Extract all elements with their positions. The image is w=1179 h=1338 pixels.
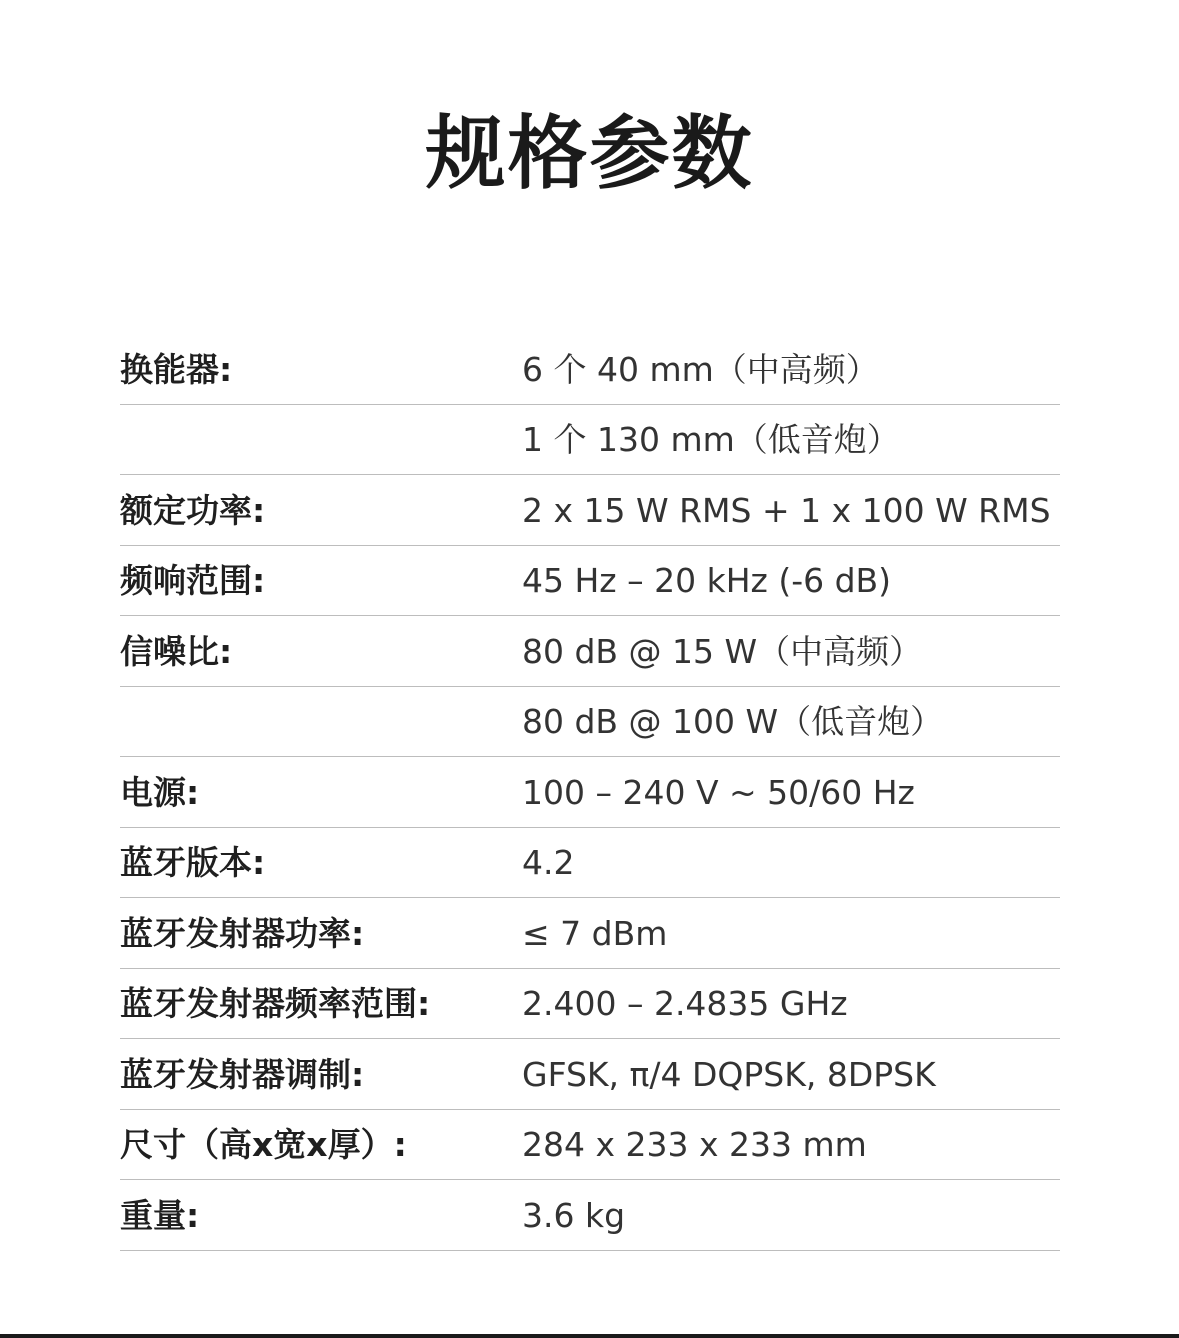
spec-value: 100 – 240 V ~ 50/60 Hz bbox=[522, 772, 915, 812]
spec-row-bluetooth-version bbox=[120, 828, 1060, 899]
spec-row-dimensions bbox=[120, 1110, 1060, 1181]
spec-value: 4.2 bbox=[522, 843, 575, 882]
spec-table bbox=[120, 334, 1060, 1251]
spec-row-weight bbox=[120, 1180, 1060, 1251]
bottom-divider bbox=[0, 1334, 1179, 1338]
spec-value: 3.6 kg bbox=[522, 1195, 626, 1235]
spec-label: 频响范围: bbox=[120, 561, 266, 600]
page-title: 规格参数 bbox=[425, 107, 754, 200]
spec-row-transducer-sub bbox=[120, 405, 1060, 476]
spec-value: GFSK, π/4 DQPSK, 8DPSK bbox=[522, 1054, 936, 1094]
spec-value: ≤ 7 dBm bbox=[522, 913, 668, 953]
spec-value: 2 x 15 W RMS + 1 x 100 W RMS bbox=[522, 490, 1051, 530]
spec-label: 重量: bbox=[120, 1195, 200, 1235]
spec-value: 80 dB @ 15 W（中高频） bbox=[522, 631, 923, 671]
spec-row-bluetooth-modulation bbox=[120, 1039, 1060, 1110]
spec-label: 换能器: bbox=[120, 349, 233, 389]
spec-label: 蓝牙发射器调制: bbox=[120, 1054, 365, 1094]
spec-value: 45 Hz – 20 kHz (-6 dB) bbox=[522, 561, 892, 600]
spec-row-transducer-mid bbox=[120, 334, 1060, 405]
spec-row-bluetooth-tx-power bbox=[120, 898, 1060, 969]
spec-value: 2.400 – 2.4835 GHz bbox=[522, 984, 848, 1023]
spec-row-bluetooth-frequency-range bbox=[120, 969, 1060, 1040]
spec-row-rated-power bbox=[120, 475, 1060, 546]
spec-value: 80 dB @ 100 W（低音炮） bbox=[522, 702, 944, 741]
spec-row-power-supply bbox=[120, 757, 1060, 828]
spec-label: 信噪比: bbox=[120, 631, 233, 671]
spec-row-snr-sub bbox=[120, 687, 1060, 758]
spec-value: 6 个 40 mm（中高频） bbox=[522, 349, 879, 389]
spec-label: 蓝牙版本: bbox=[120, 843, 266, 882]
spec-label: 蓝牙发射器频率范围: bbox=[120, 984, 431, 1023]
spec-label: 蓝牙发射器功率: bbox=[120, 913, 365, 953]
spec-label: 额定功率: bbox=[120, 490, 266, 530]
spec-row-snr-mid bbox=[120, 616, 1060, 687]
spec-label: 电源: bbox=[120, 772, 200, 812]
spec-value: 284 x 233 x 233 mm bbox=[522, 1125, 867, 1164]
spec-label: 尺寸（高x宽x厚）: bbox=[120, 1125, 407, 1164]
spec-value: 1 个 130 mm（低音炮） bbox=[522, 420, 900, 459]
spec-row-frequency-response bbox=[120, 546, 1060, 617]
